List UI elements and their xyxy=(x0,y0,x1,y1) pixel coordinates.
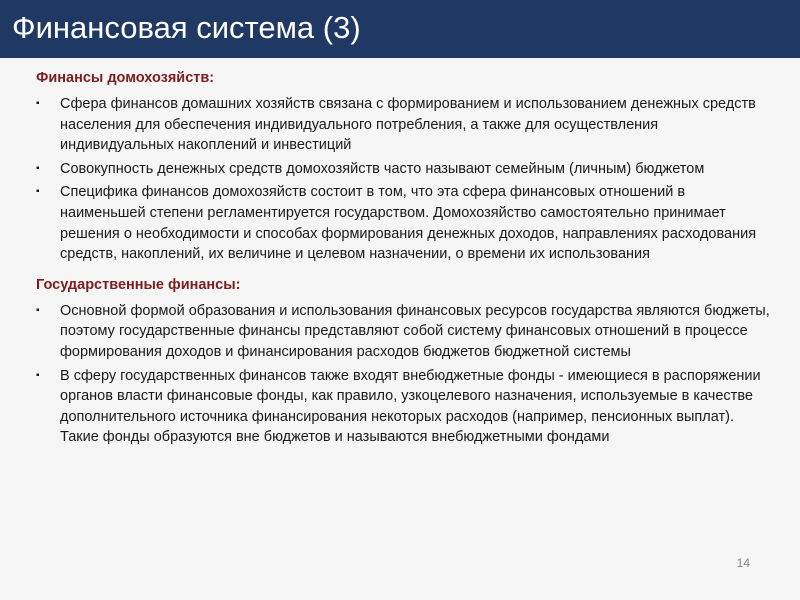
section-heading-state-finance: Государственные финансы: xyxy=(36,276,241,293)
bullet-item: ▪ В сферу государственных финансов также входят внебюджетные фонды - имеющиеся в распоряжении органов власти финансовые фонды, как правило, узкоцелевого назначения, используемые в качестве дополнительного источника финансирования некоторых расходов (например, пенсионных выплат). Такие фонды образуются вне бюджетов и называются внебюджетными фондами xyxy=(36,366,772,448)
bullet-list-households xyxy=(36,94,772,265)
page-number: 14 xyxy=(736,556,750,570)
section-heading-households: Финансы домохозяйств: xyxy=(36,70,215,86)
slide-content xyxy=(36,68,772,451)
slide-title: Финансовая система (3) xyxy=(12,10,361,45)
bullet-item: ▪ Основной формой образования и использования финансовых ресурсов государства являются бюджеты, поэтому государственные финансы представляют собой систему финансовых отношений в процессе формирования доходов и финансирования расходов бюджетов бюджетной системы xyxy=(36,301,772,363)
title-bar xyxy=(0,0,800,58)
bullet-list-state-finance xyxy=(36,301,772,448)
bullet-item: ▪ Специфика финансов домохозяйств состоит в том, что эта сфера финансовых отношений в наименьшей степени регламентируется государством. Домохозяйство самостоятельно принимает решения о необходимости и способах формирования денежных доходов, направлениях расходования средств, накоплений, их величине и целевом назначении, о времени их использования xyxy=(36,182,772,264)
bullet-item: ▪ Сфера финансов домашних хозяйств связана с формированием и использованием денежных средств населения для обеспечения индивидуального потребления, а также для осуществления индивидуальных накоплений и инвестиций xyxy=(36,94,772,156)
bullet-item: ▪ Совокупность денежных средств домохозяйств часто называют семейным (личным) бюджетом xyxy=(36,159,772,180)
